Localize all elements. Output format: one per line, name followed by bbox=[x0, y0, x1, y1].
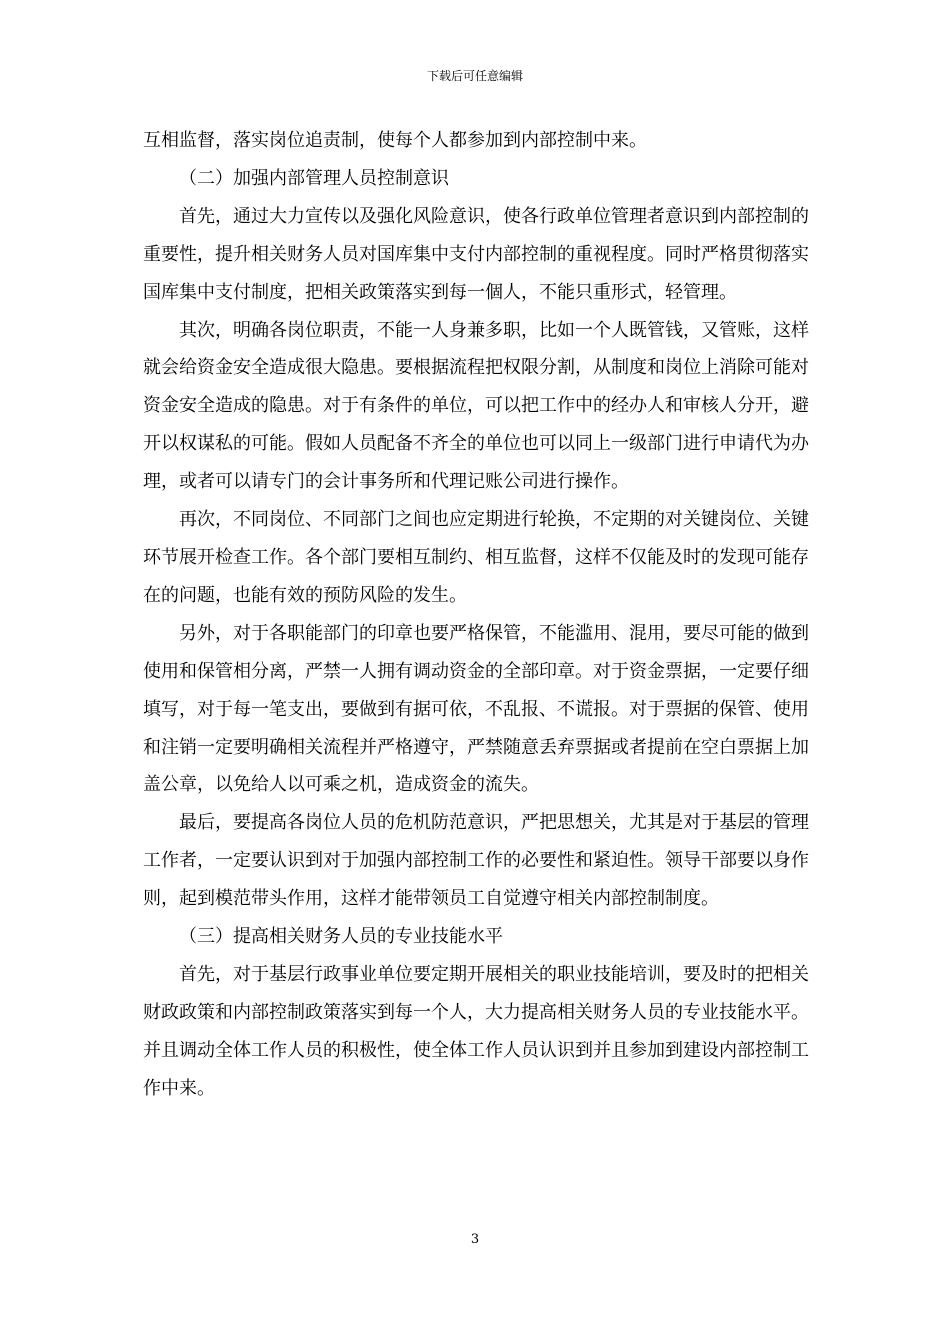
paragraph-continuation: 互相监督，落实岗位追责制，使每个人都参加到内部控制中来。 bbox=[143, 130, 647, 151]
page-number: 3 bbox=[470, 1232, 480, 1247]
paragraph: 首先，对于基层行政事业单位要定期开展相关的职业技能培训，要及时的把相关财政政策和内部控制政策落实到每一个人，大力提高相关财务人员的专业技能水平。并且调动全体工作人员的积极性，使全体工作人员认识到并且参加到建设内部控制工作中来。 bbox=[143, 963, 809, 1099]
paragraph: 另外，对于各职能部门的印章也要严格保管，不能滥用、混用，要尽可能的做到使用和保管相分离，严禁一人拥有调动资金的全部印章。对于资金票据，一定要仔细填写，对于每一笔支出，要做到有据可依，不乱报、不谎报。对于票据的保管、使用和注销一定要明确相关流程并严格遵守，严禁随意丢弃票据或者提前在空白票据上加盖公章，以免给人以可乘之机，造成资金的流失。 bbox=[143, 622, 809, 796]
paragraph: 首先，通过大力宣传以及强化风险意识，使各行政单位管理者意识到内部控制的重要性，提升相关财务人员对国库集中支付内部控制的重视程度。同时严格贯彻落实国库集中支付制度，把相关政策落实到每一個人，不能只重形式，轻管理。 bbox=[143, 205, 809, 303]
paragraph: 最后，要提高各岗位人员的危机防范意识，严把思想关，尤其是对于基层的管理工作者，一定要认识到对于加强内部控制工作的必要性和紧迫性。领导干部要以身作则，起到模范带头作用，这样才能带领员工自觉遵守相关内部控制制度。 bbox=[143, 812, 809, 910]
paragraph: 其次，明确各岗位职责，不能一人身兼多职，比如一个人既管钱，又管账，这样就会给资金安全造成很大隐患。要根据流程把权限分割，从制度和岗位上消除可能对资金安全造成的隐患。对于有条件的单位，可以把工作中的经办人和审核人分开，避开以权谋私的可能。假如人员配备不齐全的单位也可以同上一级部门进行申请代为办理，或者可以请专门的会计事务所和代理记账公司进行操作。 bbox=[143, 319, 809, 493]
page-header: 下载后可任意编辑 bbox=[426, 69, 523, 83]
body-text bbox=[143, 122, 809, 1108]
paragraph: 再次，不同岗位、不同部门之间也应定期进行轮换，不定期的对关键岗位、关键环节展开检查工作。各个部门要相互制约、相互监督，这样不仅能及时的发现可能存在的问题，也能有效的预防风险的发生。 bbox=[143, 509, 809, 606]
section-heading-2: （二）加强内部管理人员控制意识 bbox=[179, 167, 449, 189]
section-heading-3: （三）提高相关财务人员的专业技能水平 bbox=[179, 926, 503, 948]
